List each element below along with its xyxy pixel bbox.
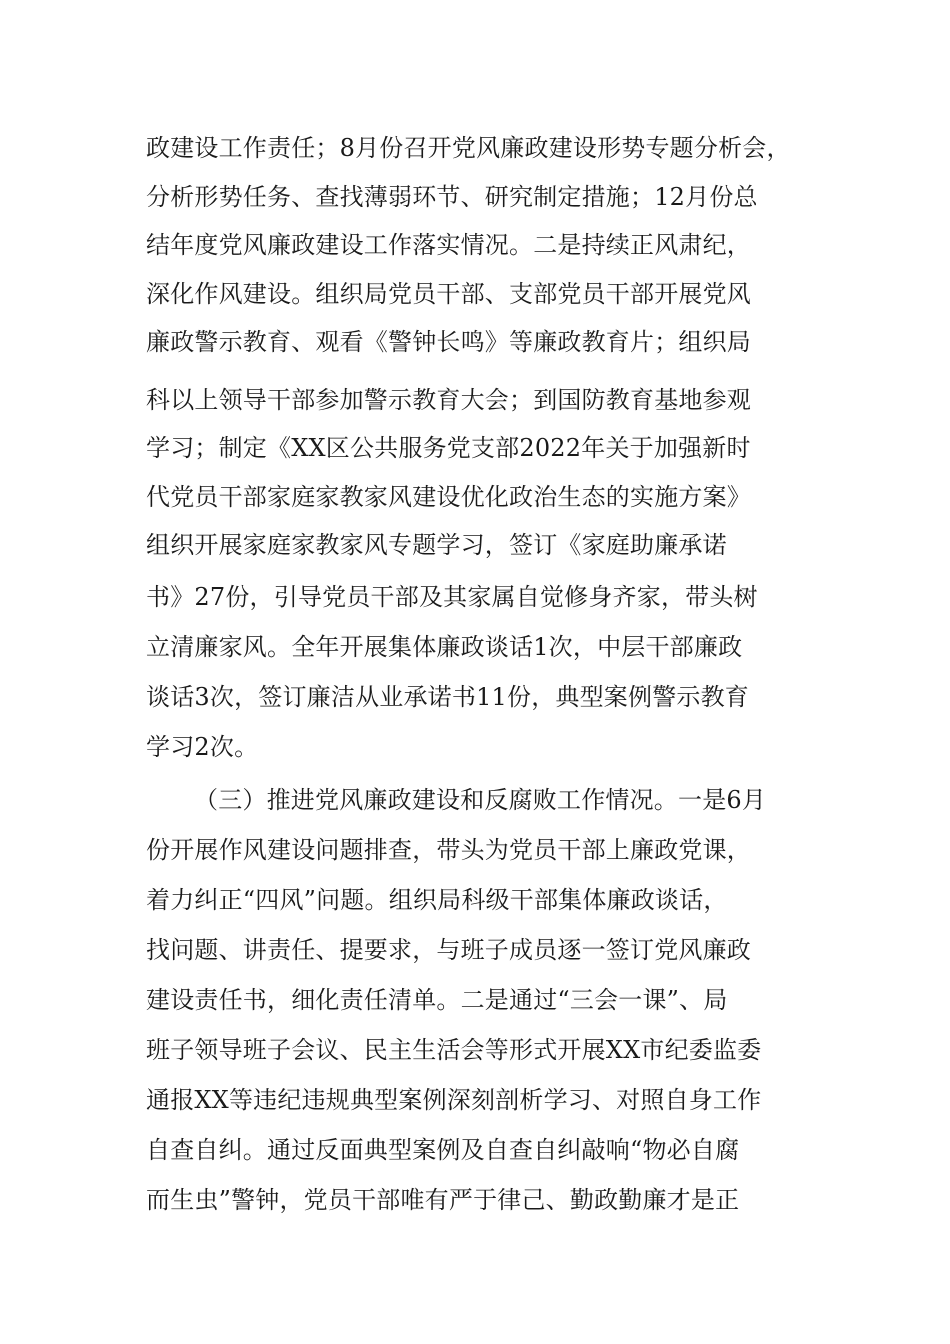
text-line: 组织开展家庭家教家风专题学习，签订《家庭助廉承诺 [146,531,727,559]
text-line: 深化作风建设。组织局党员干部、支部党员干部开展党风 [146,280,751,308]
text-line: 廉政警示教育、观看《警钟长鸣》等廉政教育片；组织局 [146,328,751,356]
text-line: 立清廉家风。全年开展集体廉政谈话1次，中层干部廉政 [146,633,743,661]
text-line: 通报XX等违纪违规典型案例深刻剖析学习、对照自身工作 [146,1086,762,1114]
text-line: 学习2次。 [146,733,259,761]
text-line: 书》27份，引导党员干部及其家属自觉修身齐家，带头树 [146,583,758,611]
text-line: 学习；制定《XX区公共服务党支部2022年关于加强新时 [146,434,751,462]
text-line: 代党员干部家庭家教家风建设优化政治生态的实施方案》 [146,483,751,511]
text-line: 着力纠正“四风”问题。组织局科级干部集体廉政谈话， [146,886,728,914]
text-line: 份开展作风建设问题排查，带头为党员干部上廉政党课， [146,836,751,864]
text-line: 而生虫”警钟，党员干部唯有严于律己、勤政勤廉才是正 [146,1186,740,1214]
text-line: 建设责任书，细化责任清单。二是通过“三会一课”、局 [146,986,728,1014]
paragraph-heading-line: （三）推进党风廉政建设和反腐败工作情况。一是6月 [194,786,767,814]
text-line: 结年度党风廉政建设工作落实情况。二是持续正风肃纪， [146,231,751,259]
text-line: 找问题、讲责任、提要求，与班子成员逐一签订党风廉政 [146,936,751,964]
text-line: 谈话3次，签订廉洁从业承诺书11份，典型案例警示教育 [146,683,750,711]
text-line: 政建设工作责任；8月份召开党风廉政建设形势专题分析会， [146,134,791,162]
text-line: 自查自纠。通过反面典型案例及自查自纠敲响“物必自腐 [146,1136,740,1164]
text-line: 班子领导班子会议、民主生活会等形式开展XX市纪委监委 [146,1036,762,1064]
text-line: 分析形势任务、查找薄弱环节、研究制定措施；12月份总 [146,183,758,211]
text-line: 科以上领导干部参加警示教育大会；到国防教育基地参观 [146,386,751,414]
